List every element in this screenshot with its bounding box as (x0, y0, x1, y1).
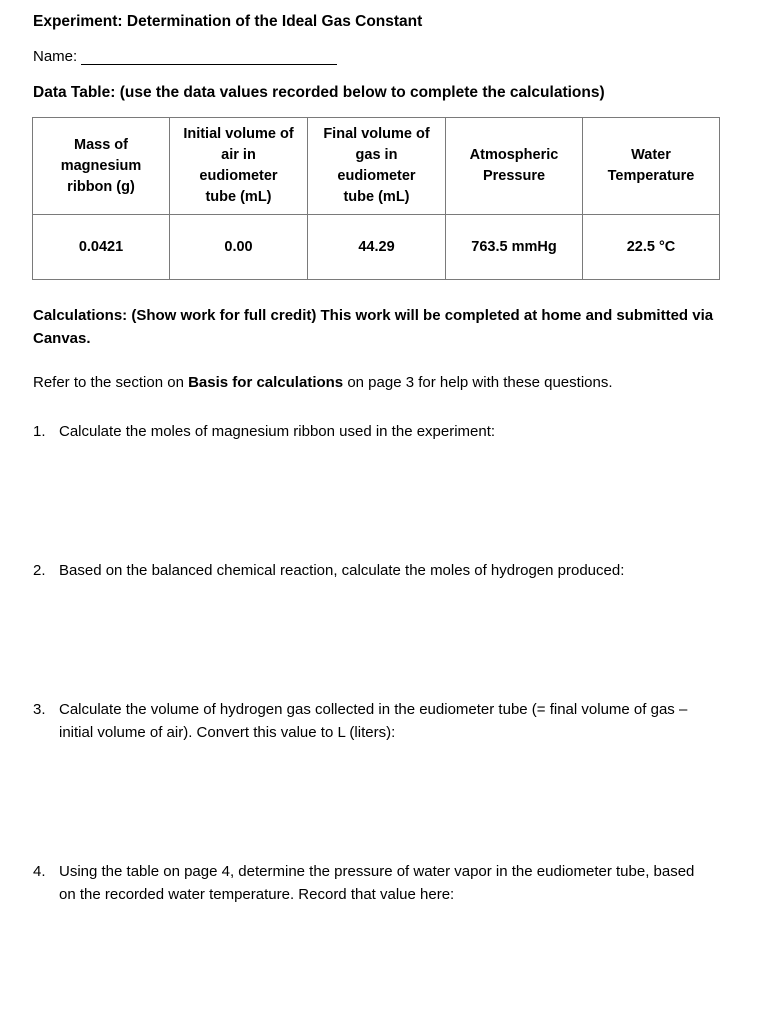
header-line: air in (221, 147, 256, 163)
header-line: Temperature (607, 168, 695, 184)
header-line: Pressure (482, 168, 546, 184)
data-table-heading: Data Table: (use the data values recorded below to complete the calculations) (33, 84, 605, 101)
refer-prefix: Refer to the section on (33, 374, 189, 391)
value-mass: 0.0421 (33, 215, 170, 280)
refer-note (33, 374, 613, 391)
header-line: Final volume of (323, 126, 430, 142)
question-number: 3. (33, 701, 46, 718)
header-line: tube (mL) (343, 189, 410, 205)
header-line: eudiometer (337, 168, 416, 184)
value-water-temperature: 22.5 °C (583, 215, 720, 280)
question-text: Using the table on page 4, determine the pressure of water vapor in the eudiometer tube, based on the recorded water temperature. Record that value here: (59, 863, 695, 903)
header-mass (33, 118, 170, 215)
question-number: 2. (33, 562, 46, 579)
question-1 (33, 420, 713, 443)
question-text: Calculate the volume of hydrogen gas collected in the eudiometer tube (= final volume of gas – initial volume of air). Convert this value to L (liters): (59, 701, 688, 741)
header-line: Mass of (74, 136, 128, 153)
header-final-volume (308, 118, 446, 215)
header-line: Initial volume of (183, 126, 294, 142)
question-number: 4. (33, 863, 46, 880)
question-3 (33, 698, 713, 744)
refer-suffix: on page 3 for help with these questions. (343, 374, 613, 391)
header-line: Water (631, 147, 671, 163)
value-final-volume: 44.29 (308, 215, 446, 280)
refer-bold: Basis for calculations (188, 374, 344, 391)
name-row (33, 48, 337, 65)
header-line: tube (mL) (205, 189, 272, 205)
value-atmospheric-pressure: 763.5 mmHg (446, 215, 583, 280)
header-line: ribbon (g) (67, 178, 135, 195)
value-initial-volume: 0.00 (170, 215, 308, 280)
header-line: magnesium (60, 157, 142, 174)
header-line: eudiometer (199, 168, 278, 184)
question-number: 1. (33, 423, 46, 440)
question-text: Based on the balanced chemical reaction, calculate the moles of hydrogen produced: (59, 562, 625, 579)
header-line: Atmospheric (469, 147, 559, 163)
name-blank-line[interactable] (81, 48, 337, 65)
question-4 (33, 860, 713, 906)
question-text: Calculate the moles of magnesium ribbon used in the experiment: (59, 423, 496, 440)
header-initial-volume (170, 118, 308, 215)
header-water-temperature (583, 118, 720, 215)
data-table (32, 117, 720, 280)
calculations-heading: Calculations: (Show work for full credit) This work will be completed at home and submitted via Canvas. (33, 307, 714, 347)
data-table-header-row (33, 118, 720, 215)
page-title: Experiment: Determination of the Ideal Gas Constant (33, 13, 423, 30)
question-2 (33, 559, 713, 582)
name-label: Name: (33, 48, 78, 65)
header-atmospheric-pressure (446, 118, 583, 215)
data-table-value-row (33, 215, 720, 280)
header-line: gas in (355, 147, 398, 163)
